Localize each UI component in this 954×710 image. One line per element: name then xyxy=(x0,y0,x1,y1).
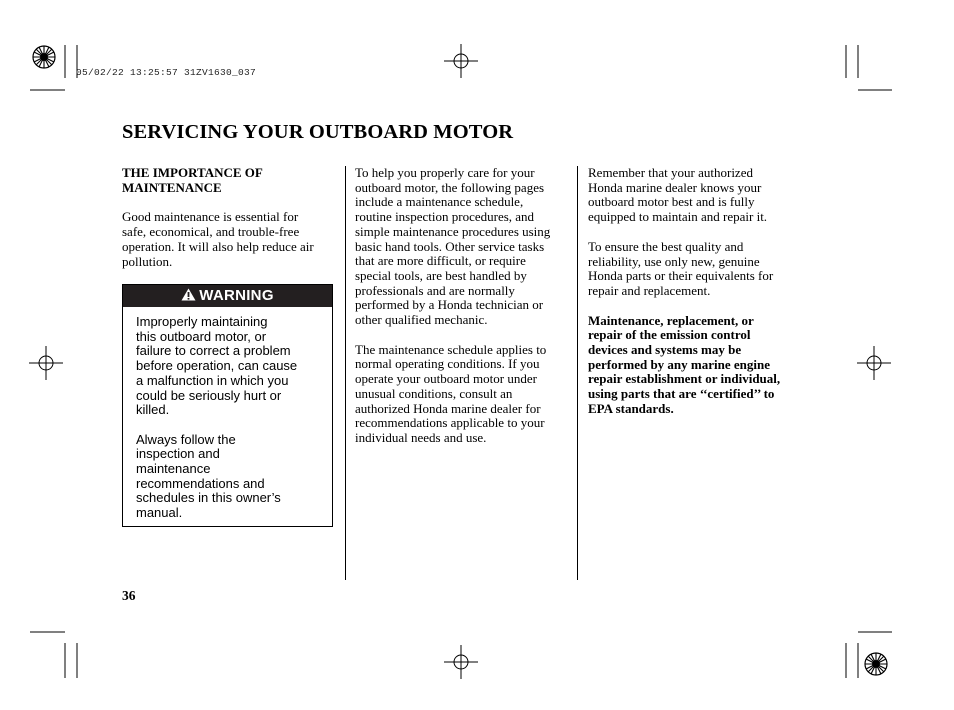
column-3 xyxy=(588,166,808,432)
body-paragraph: To help you properly care for your outboard motor, the following pages include a maintenance schedule, routine inspection procedures, and simple maintenance procedures using basic hand tools. Other service tasks that are more difficult, or require special tools, are best handled by professionals and are normally performed by a Honda technician or other qualified mechanic. xyxy=(355,165,551,328)
warning-paragraph: Always follow the inspection and maintenance recommendations and schedules in this owner’s manual. xyxy=(136,431,281,521)
starburst-icon xyxy=(863,651,889,677)
crosshair-icon xyxy=(857,346,891,380)
body-paragraph: The maintenance schedule applies to normal operating conditions. If you operate your outboard motor under unusual conditions, consult an authorized Honda marine dealer for recommendations applicable to your individual needs and use. xyxy=(355,341,547,445)
body-paragraph: Remember that your authorized Honda marine dealer knows your outboard motor best and is fully equipped to maintain and repair it. xyxy=(588,165,768,225)
warning-paragraph: Improperly maintaining this outboard motor, or failure to correct a problem before operation, can cause a malfunction in which you could be seriously hurt or killed. xyxy=(136,314,298,418)
crosshair-icon xyxy=(29,346,63,380)
warning-header xyxy=(123,285,332,307)
warning-box xyxy=(122,284,333,527)
column-divider xyxy=(577,166,578,580)
warning-triangle-icon xyxy=(181,288,196,301)
intro-paragraph: Good maintenance is essential for safe, economical, and trouble-free operation. It will also help reduce air pollution. xyxy=(122,209,314,269)
column-2 xyxy=(355,166,573,461)
crosshair-icon xyxy=(444,44,478,78)
section-heading: THE IMPORTANCE OF MAINTENANCE xyxy=(122,165,263,195)
warning-body xyxy=(123,307,332,521)
starburst-icon xyxy=(31,44,57,70)
warning-label: WARNING xyxy=(199,287,274,304)
column-1 xyxy=(122,166,337,284)
crosshair-icon xyxy=(444,645,478,679)
body-paragraph: To ensure the best quality and reliability, use only new, genuine Honda parts or their equivalents for repair and replacement. xyxy=(588,238,774,298)
print-stamp: 05/02/22 13:25:57 31ZV1630_037 xyxy=(76,67,257,78)
column-divider xyxy=(345,166,346,580)
page-title: SERVICING YOUR OUTBOARD MOTOR xyxy=(122,121,514,143)
page-number: 36 xyxy=(122,588,136,603)
emission-notice: Maintenance, replacement, or repair of the emission control devices and systems may be performed by any marine engine repair establishment or individual, using parts that are ‘‘certified’’ to EPA standards. xyxy=(588,312,781,416)
